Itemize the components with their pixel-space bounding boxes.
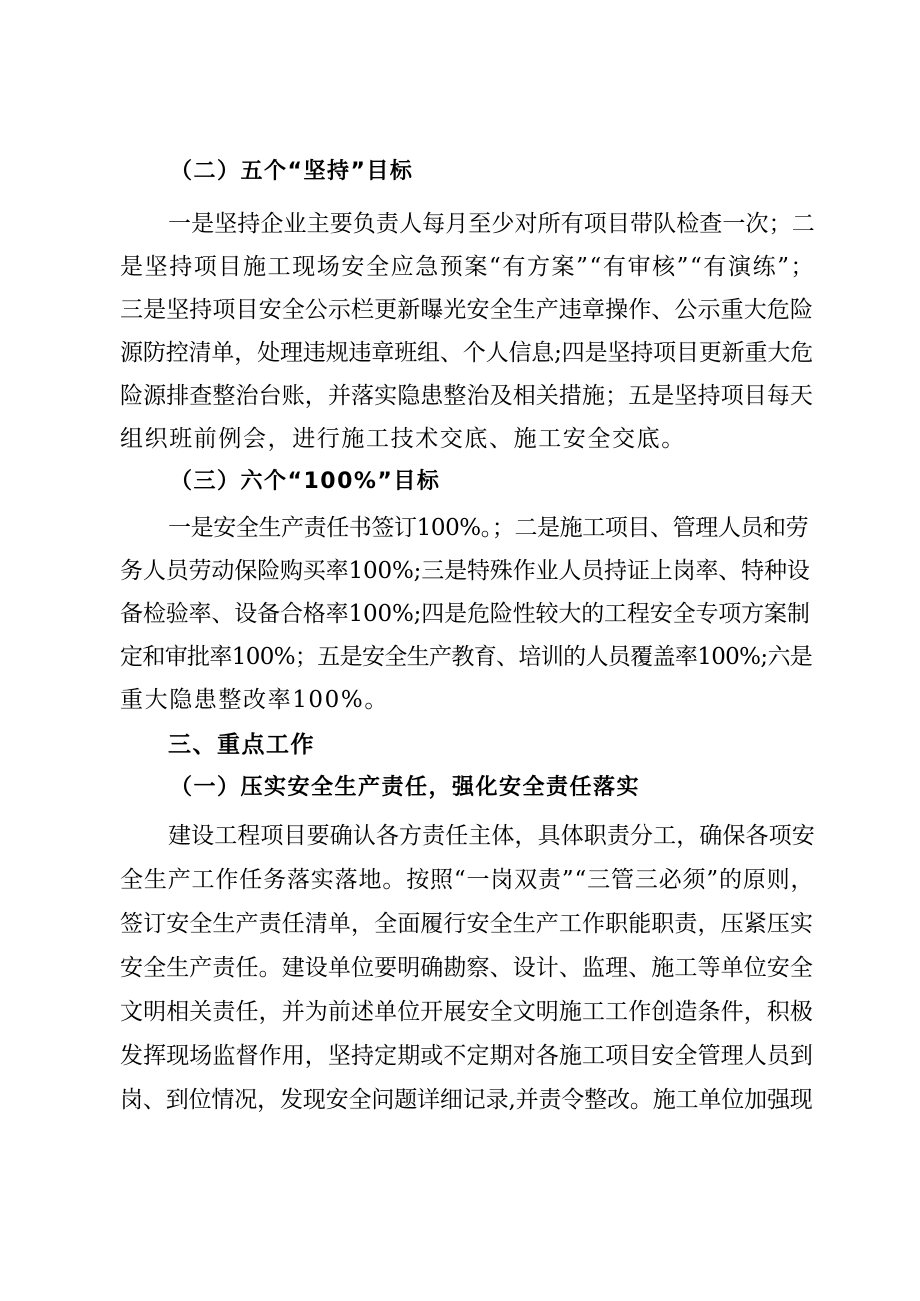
paragraph-line: 岗、到位情况，发现安全问题详细记录,并责令整改。施工单位加强现 [120, 1087, 813, 1113]
paragraph-line: 文明相关责任，并为前述单位开展安全文明施工工作创造条件，积极 [120, 999, 813, 1025]
paragraph-line: 源防控清单，处理违规违章班组、个人信息;四是坚持项目更新重大危 [120, 340, 814, 366]
paragraph-line: 重大隐患整改率100%。 [120, 687, 389, 713]
paragraph-line: 一是坚持企业主要负责人每月至少对所有项目带队检查一次；二 [168, 211, 815, 237]
paragraph-line: 发挥现场监督作用，坚持定期或不定期对各施工项目安全管理人员到 [120, 1043, 813, 1069]
paragraph-line: 险源排查整治台账，并落实隐患整治及相关措施；五是坚持项目每天 [120, 383, 813, 409]
section-heading-five-persist: （二）五个“坚持”目标 [170, 159, 414, 184]
paragraph-line: 组织班前例会，进行施工技术交底、施工安全交底。 [120, 426, 686, 452]
section-heading-six-100: （三）六个“100%”目标 [170, 469, 441, 494]
paragraph-line: 安全生产责任。建设单位要明确勘察、设计、监理、施工等单位安全 [120, 955, 813, 981]
paragraph-line: 是坚持项目施工现场安全应急预案“有方案”“有审核”“有演练”； [120, 254, 816, 280]
paragraph-line: 务人员劳动保险购买率100%;三是特殊作业人员持证上岗率、特种设 [120, 558, 810, 584]
paragraph-line: 三是坚持项目安全公示栏更新曝光安全生产违章操作、公示重大危险 [120, 297, 813, 323]
paragraph-line: 建设工程项目要确认各方责任主体，具体职责分工，确保各项安 [168, 823, 815, 849]
paragraph-line: 一是安全生产责任书签订100%。；二是施工项目、管理人员和劳 [168, 515, 809, 541]
paragraph-line: 备检验率、设备合格率100%;四是危险性较大的工程安全专项方案制 [120, 601, 810, 627]
part-heading-key-work: 三、重点工作 [168, 732, 315, 758]
subsection-heading-responsibility: （一）压实安全生产责任，强化安全责任落实 [170, 775, 641, 800]
paragraph-line: 定和审批率100%；五是安全生产教育、培训的人员覆盖率100%;六是 [120, 644, 813, 670]
paragraph-line: 全生产工作任务落实落地。按照“一岗双责”“三管三必须”的原则， [120, 867, 815, 893]
paragraph-line: 签订安全生产责任清单，全面履行安全生产工作职能职责，压紧压实 [120, 911, 813, 937]
